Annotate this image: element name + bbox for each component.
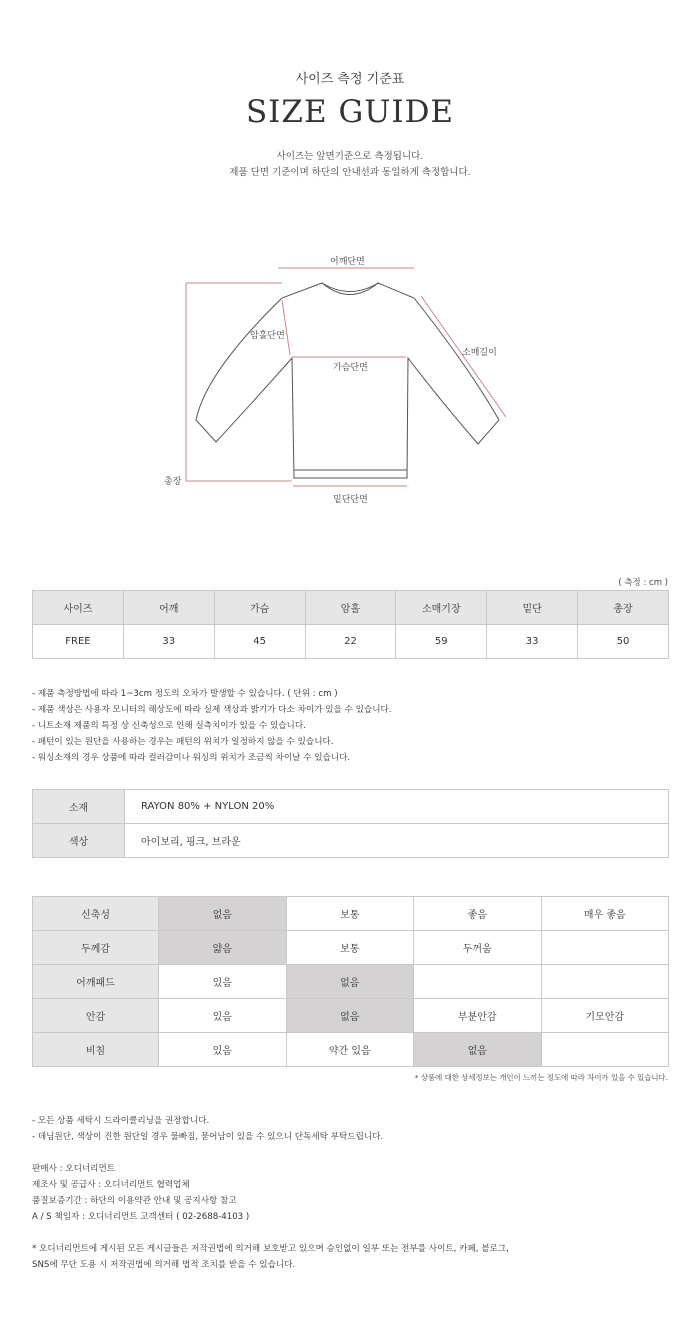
info-line: A / S 책임자 : 오디너리먼트 고객센터 ( 02-2688-4103 ) [32,1212,250,1222]
feel-option-cell: 보통 [286,931,414,965]
table-row [33,790,669,824]
intro-line: 사이즈는 앞면기준으로 측정됩니다. [276,151,424,162]
size-cell: 22 [305,625,396,659]
copyright-line: SNS에 무단 도용 시 저작권법에 의거해 법적 조치를 받을 수 있습니다. [32,1260,296,1270]
note-line: - 데님원단, 색상이 진한 원단일 경우 물빠짐, 묻어남이 있을 수 있으니 단독세탁 부탁드립니다. [32,1132,384,1142]
size-table [32,590,669,659]
size-header-cell: 소매기장 [396,591,487,625]
length-label: 총장 [164,477,182,487]
feel-option-cell: 없음 [286,999,414,1033]
size-cell: FREE [33,625,124,659]
feel-option-cell: 기모안감 [541,999,669,1033]
info-line: 품질보증기간 : 하단의 이용약관 안내 및 공지사항 참고 [32,1196,237,1206]
sleeve-label: 소매길이 [462,348,497,358]
table-row [33,999,669,1033]
material-table [32,789,669,858]
note-line: - 패턴이 있는 원단을 사용하는 경우는 패턴의 위치가 일정하지 않을 수 있습니다. [32,737,334,747]
care-notes [32,1113,383,1145]
page-title-en: SIZE GUIDE [245,94,455,130]
size-cell: 45 [214,625,305,659]
size-table-header-row [33,591,669,625]
feel-option-cell: 없음 [414,1033,542,1067]
feel-option-cell: 있음 [159,965,287,999]
table-row [33,625,669,659]
company-info [32,1161,249,1225]
feel-option-cell [541,965,669,999]
measure-notes [32,686,392,766]
size-header-cell: 암홀 [305,591,396,625]
armhole-label: 암홀단면 [250,331,285,341]
material-label: 소재 [33,790,125,824]
table-row [33,931,669,965]
copyright-notice [32,1241,509,1273]
size-cell: 33 [487,625,578,659]
feel-option-cell [541,931,669,965]
shoulder-label: 어깨단면 [330,257,365,267]
info-line: 제조사 및 공급사 : 오디너리먼트 협력업체 [32,1180,190,1190]
info-line: 판매사 : 오디너리먼트 [32,1164,116,1174]
feel-option-cell [414,965,542,999]
color-value: 아이보리, 핑크, 브라운 [125,824,669,858]
feel-option-cell: 두꺼움 [414,931,542,965]
feel-row-label: 안감 [33,999,159,1033]
garment-diagram [0,240,700,510]
feel-option-cell: 얇음 [159,931,287,965]
feel-option-cell: 있음 [159,999,287,1033]
table-row [33,897,669,931]
table-row [33,1033,669,1067]
copyright-line: * 오디너리먼트에 게시된 모든 게시글들은 저작권법에 의거해 보호받고 있으며 승인없이 일부 또는 전부를 사이트, 카페, 블로그, [32,1244,509,1254]
feel-option-cell: 매우 좋음 [541,897,669,931]
feel-option-cell: 없음 [286,965,414,999]
feel-table [32,896,669,1067]
table-row [33,965,669,999]
material-value: RAYON 80% + NYLON 20% [125,790,669,824]
feel-option-cell: 없음 [159,897,287,931]
size-cell: 50 [578,625,669,659]
feel-row-label: 신축성 [33,897,159,931]
note-line: - 모든 상품 세탁시 드라이클리닝을 권장합니다. [32,1116,210,1126]
chest-label: 가슴단면 [333,363,368,373]
sweater-outline [196,283,499,478]
feel-footnote: * 상품에 대한 상세정보는 개인이 느끼는 정도에 따라 차이가 있을 수 있습니다. [414,1073,668,1082]
unit-note: ( 측정 : cm ) [618,578,668,588]
note-line: - 제품 색상은 사용자 모니터의 해상도에 따라 실제 색상과 밝기가 다소 차이가 있을 수 있습니다. [32,705,392,715]
hem-label: 밑단단면 [333,495,368,505]
size-header-cell: 어깨 [123,591,214,625]
size-header-cell: 총장 [578,591,669,625]
feel-option-cell: 좋음 [414,897,542,931]
size-cell: 59 [396,625,487,659]
size-header-cell: 사이즈 [33,591,124,625]
feel-row-label: 두께감 [33,931,159,965]
feel-row-label: 어깨패드 [33,965,159,999]
feel-option-cell: 약간 있음 [286,1033,414,1067]
feel-option-cell [541,1033,669,1067]
feel-option-cell: 보통 [286,897,414,931]
color-label: 색상 [33,824,125,858]
collar-line [322,283,378,292]
feel-row-label: 비침 [33,1033,159,1067]
feel-option-cell: 부분안감 [414,999,542,1033]
page-title-ko: 사이즈 측정 기준표 [295,72,405,87]
feel-option-cell: 있음 [159,1033,287,1067]
note-line: - 제품 측정방법에 따라 1~3cm 정도의 오차가 발생할 수 있습니다. ( 단위 : cm ) [32,689,338,699]
size-header-cell: 밑단 [487,591,578,625]
note-line: - 워싱소재의 경우 상품에 따라 컬러감이나 워싱의 위치가 조금씩 차이날 수 있습니다. [32,753,351,763]
size-header-cell: 가슴 [214,591,305,625]
intro-line: 제품 단면 기준이며 하단의 안내선과 동일하게 측정합니다. [229,167,471,178]
size-cell: 33 [123,625,214,659]
table-row [33,824,669,858]
note-line: - 니트소재 제품의 특정 상 신축성으로 인해 실측치이가 있을 수 있습니다. [32,721,306,731]
